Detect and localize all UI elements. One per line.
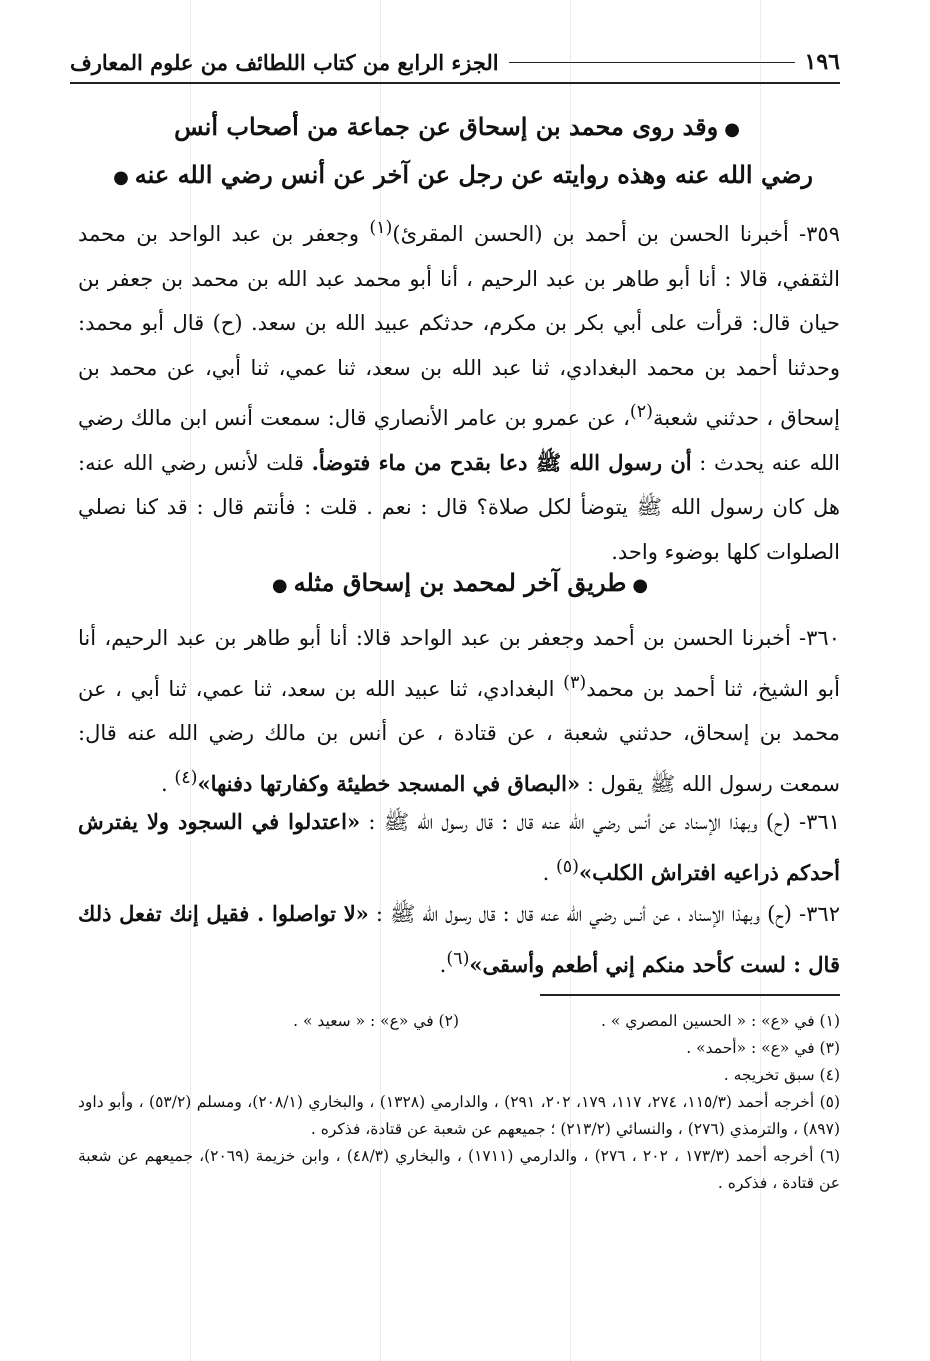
bullet-icon: ● <box>113 167 129 188</box>
heading-text: وقد روى محمد بن إسحاق عن جماعة من أصحاب أنس <box>174 112 719 141</box>
footnote-ref: (٣) <box>563 672 587 693</box>
footnotes <box>78 1008 840 1197</box>
footnote-separator <box>540 994 840 996</box>
text-span: ٣٦٠- أخبرنا الحسن بن أحمد وجعفر بن عبد الواحد قالا: أنا أبو طاهر بن عبد الرحيم، أنا أبو الشيخ، ثنا أحمد بن محمد <box>78 626 840 701</box>
footnote-4: (٤) سبق تخريجه . <box>723 1066 840 1084</box>
footnote-row <box>78 1008 840 1035</box>
footnote-3: (٣) في «ع» : «أحمد» . <box>686 1039 840 1057</box>
heading-text: طريق آخر لمحمد بن إسحاق مثله <box>293 568 627 597</box>
footnote-ref: (٤) <box>174 767 198 788</box>
text-span: البغدادي، ثنا عبيد الله بن سعد، ثنا عمي، ثنا أبي ، عن محمد بن إسحاق، حدثني شعبة ، عن قتادة ، عن أنس بن مالك رضي الله عنه قال: سمعت رسول الله ﷺ يقول : <box>78 676 840 796</box>
hadith-360 <box>78 616 840 806</box>
text-span: ٣٦٢- (ح) وبهذا الإسناد ، عن أنس رضي الله عنه قال : قال رسول الله ﷺ : <box>368 902 840 926</box>
footnote-ref: (٦) <box>446 948 470 969</box>
bullet-icon: ● <box>632 575 649 596</box>
footnote-ref: (٥) <box>555 856 579 877</box>
text-span: . <box>439 952 447 977</box>
section-heading-2 <box>80 568 840 597</box>
hadith-matn: «لا تواصلوا . فقيل إنك تفعل ذلك قال : لست كأحد منكم إني أطعم وأسقى» <box>78 901 840 977</box>
footnote-1: (١) في «ع» : « الحسين المصري » . <box>601 1012 840 1030</box>
footnote-5: (٥) أخرجه أحمد (١١٥/٣، ٢٧٤، ١١٧، ١٧٩، ٢٠٢، ٢٩١) ، والدارمي (١٣٢٨) ، والبخاري (٢٠٨/١)، ومسلم (٥٣/٢) ، وأبو داود (٨٩٧) ، والترمذي (٢٧٦) ، والنسائي (٢١٣/٢) ؛ جميعهم عن شعبة عن قتادة، فذكره . <box>78 1093 841 1138</box>
text-span: ، عن عمرو بن عامر الأنصاري قال: سمعت أنس ابن مالك رضي الله عنه يحدث : <box>78 406 840 475</box>
hadith-359 <box>78 206 840 574</box>
bullet-icon: ● <box>724 119 740 140</box>
hadith-matn: أن رسول الله ﷺ دعا بقدح من ماء فتوضأ. <box>311 449 692 475</box>
book-title: الجزء الرابع من كتاب اللطائف من علوم المعارف <box>70 49 499 75</box>
text-span: . <box>542 860 556 885</box>
hadith-matn: «اعتدلوا في السجود ولا يفترش أحدكم ذراعيه افتراش الكلب» <box>78 809 840 885</box>
header-rule <box>509 62 795 63</box>
footnote-ref: (٢) <box>629 402 653 422</box>
page-number: ١٩٦ <box>804 49 840 75</box>
text-span: ٣٥٩- أخبرنا الحسن بن أحمد بن (الحسن المقرئ) <box>392 222 840 246</box>
section-heading-1-line-2 <box>80 160 840 189</box>
text-span: . <box>161 771 175 796</box>
section-heading-1-line-1 <box>80 112 840 141</box>
hadith-matn: «البصاق في المسجد خطيئة وكفارتها دفنها» <box>197 770 581 796</box>
text-span: قلت لأنس رضي الله عنه: هل كان رسول الله ﷺ يتوضأ لكل صلاة؟ قال : نعم . قلت : فأنتم قال : قد كنا نصلي الصلوات كلها بوضوء واحد. <box>78 450 840 564</box>
text-span: ٣٦١- (ح) وبهذا الإسناد عن أنس رضي الله عنه قال : قال رسول الله ﷺ : <box>360 810 840 834</box>
heading-text: رضي الله عنه وهذه روايته عن رجل عن آخر عن أنس رضي الله عنه <box>134 160 813 189</box>
bullet-icon: ● <box>271 575 288 596</box>
text-span: وجعفر بن عبد الواحد بن محمد الثقفي، قالا : أنا أبو طاهر بن عبد الرحيم ، أنا أبو محمد عبد الله بن محمد بن جعفر بن حيان قال: قرأت على أبي بكر بن مكرم، حدثكم عبيد الله بن سعد. (ح) قال أبو محمد: وحدثنا أحمد بن محمد البغدادي، ثنا عبد الله بن سعد، ثنا عمي، ثنا أبي، عن محمد بن إسحاق ، حدثني شعبة <box>78 222 840 430</box>
running-header <box>70 42 840 84</box>
footnote-6: (٦) أخرجه أحمد (١٧٣/٣ ، ٢٠٢ ، ٢٧٦) ، والدارمي (١٧١١) ، والبخاري (٤٨/٣) ، وابن خزيمة (٢٠٦٩)، جميعهم عن شعبة عن قتادة ، فذكره . <box>78 1147 841 1192</box>
hadith-362 <box>78 892 840 987</box>
hadith-361 <box>78 800 840 895</box>
footnote-2: (٢) في «ع» : « سعيد » . <box>293 1012 459 1030</box>
footnote-ref: (١) <box>369 218 393 238</box>
